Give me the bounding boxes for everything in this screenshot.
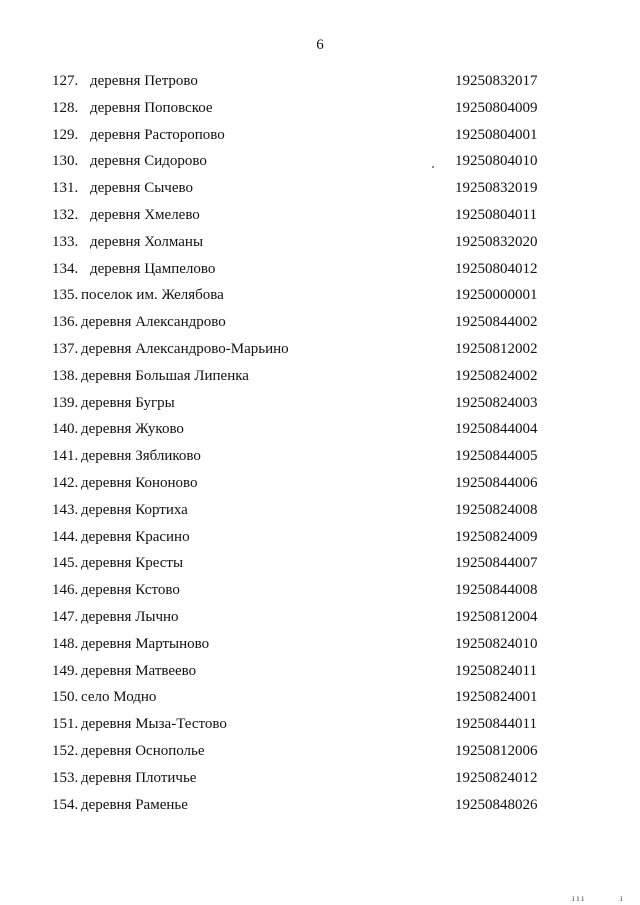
settlement-name: деревня Кортиха	[81, 501, 188, 518]
settlement-code: 19250824010	[455, 635, 538, 652]
settlement-code: 19250812006	[455, 742, 538, 759]
settlement-name: поселок им. Желябова	[81, 287, 224, 304]
list-item	[0, 367, 640, 394]
list-item	[0, 420, 640, 447]
settlement-list	[0, 72, 640, 822]
item-number: 147.	[52, 608, 79, 625]
settlement-name: деревня Мартыново	[81, 635, 210, 652]
list-item	[0, 688, 640, 715]
item-number: 127.	[52, 73, 79, 89]
settlement-code: 19250844007	[455, 555, 538, 572]
settlement-code: 19250812002	[455, 340, 538, 357]
list-item	[0, 581, 640, 608]
list-item	[0, 72, 640, 99]
settlement-code: 19250824012	[455, 769, 538, 786]
settlement-code: 19250812004	[455, 608, 538, 625]
settlement-code: 19250824009	[455, 528, 538, 545]
settlement-code: 19250824011	[455, 662, 537, 679]
settlement-name: деревня Петрово	[90, 73, 198, 89]
item-number: 148.	[52, 635, 79, 652]
settlement-name: деревня Матвеево	[81, 662, 197, 679]
settlement-name: деревня Кононово	[81, 474, 198, 491]
list-item	[0, 313, 640, 340]
list-item	[0, 474, 640, 501]
item-number: 135.	[52, 287, 79, 304]
list-item	[0, 742, 640, 769]
item-number: 154.	[52, 796, 79, 813]
settlement-code: 19250000001	[455, 287, 538, 304]
scan-artifact-dot	[432, 166, 434, 168]
list-item	[0, 260, 640, 287]
list-item	[0, 662, 640, 689]
scan-artifact-mark: ı ı ı	[572, 893, 585, 903]
item-number: 130.	[52, 153, 79, 170]
settlement-code: 19250824008	[455, 501, 538, 518]
settlement-name: деревня Большая Липенка	[81, 367, 249, 384]
settlement-name: деревня Александрово-Марьино	[81, 340, 289, 357]
list-item	[0, 340, 640, 367]
settlement-name: деревня Лычно	[81, 608, 179, 625]
list-item	[0, 501, 640, 528]
list-item	[0, 286, 640, 313]
settlement-code: 19250804010	[455, 153, 538, 170]
settlement-name: деревня Александрово	[81, 314, 226, 331]
list-item	[0, 608, 640, 635]
settlement-code: 19250844011	[455, 716, 537, 733]
settlement-code: 19250844002	[455, 314, 538, 331]
settlement-name: деревня Цампелово	[90, 260, 216, 277]
settlement-name: деревня Сычево	[90, 180, 193, 197]
settlement-code: 19250832017	[455, 73, 538, 89]
list-item	[0, 554, 640, 581]
list-item	[0, 152, 640, 179]
settlement-name: деревня Кстово	[81, 582, 180, 599]
item-number: 146.	[52, 582, 79, 599]
settlement-name: деревня Плотичье	[81, 769, 197, 786]
scan-artifact-mark: ı	[620, 893, 623, 903]
settlement-code: 19250804009	[455, 99, 538, 116]
list-item	[0, 528, 640, 555]
settlement-name: деревня Красино	[81, 528, 190, 545]
settlement-code: 19250844006	[455, 474, 538, 491]
list-item	[0, 179, 640, 206]
settlement-code: 19250848026	[455, 796, 538, 813]
item-number: 131.	[52, 180, 79, 197]
list-item	[0, 233, 640, 260]
list-item	[0, 769, 640, 796]
list-item	[0, 447, 640, 474]
item-number: 145.	[52, 555, 79, 572]
settlement-code: 19250824003	[455, 394, 538, 411]
list-item	[0, 126, 640, 153]
item-number: 151.	[52, 716, 79, 733]
item-number: 128.	[52, 99, 79, 116]
settlement-code: 19250832019	[455, 180, 538, 197]
settlement-name: деревня Хмелево	[90, 206, 200, 223]
item-number: 137.	[52, 340, 79, 357]
item-number: 142.	[52, 474, 79, 491]
item-number: 152.	[52, 742, 79, 759]
item-number: 132.	[52, 206, 79, 223]
item-number: 136.	[52, 314, 79, 331]
settlement-name: деревня Бугры	[81, 394, 175, 411]
item-number: 141.	[52, 448, 79, 465]
page-number: 6	[316, 37, 324, 53]
list-item	[0, 635, 640, 662]
list-item	[0, 796, 640, 823]
settlement-code: 19250804012	[455, 260, 538, 277]
settlement-code: 19250824002	[455, 367, 538, 384]
settlement-name: деревня Раменье	[81, 796, 188, 813]
settlement-name: деревня Кресты	[81, 555, 184, 572]
item-number: 144.	[52, 528, 79, 545]
item-number: 143.	[52, 501, 79, 518]
item-number: 139.	[52, 394, 79, 411]
item-number: 133.	[52, 233, 79, 250]
settlement-code: 19250844008	[455, 582, 538, 599]
settlement-code: 19250804001	[455, 126, 538, 143]
settlement-name: деревня Мыза-Тестово	[81, 716, 227, 733]
list-item	[0, 715, 640, 742]
settlement-code: 19250844005	[455, 448, 538, 465]
item-number: 149.	[52, 662, 79, 679]
list-item	[0, 394, 640, 421]
item-number: 153.	[52, 769, 79, 786]
settlement-name: деревня Холманы	[90, 233, 204, 250]
item-number: 150.	[52, 689, 79, 706]
item-number: 129.	[52, 126, 79, 143]
item-number: 140.	[52, 421, 79, 438]
settlement-name: село Модно	[81, 689, 157, 706]
settlement-name: деревня Сидорово	[90, 153, 207, 170]
settlement-code: 19250832020	[455, 233, 538, 250]
settlement-code: 19250844004	[455, 421, 538, 438]
settlement-name: деревня Жуково	[81, 421, 184, 438]
settlement-name: деревня Зябликово	[81, 448, 201, 465]
item-number: 138.	[52, 367, 79, 384]
settlement-code: 19250804011	[455, 206, 537, 223]
settlement-code: 19250824001	[455, 689, 538, 706]
item-number: 134.	[52, 260, 79, 277]
list-item	[0, 206, 640, 233]
settlement-name: деревня Растоpопово	[90, 126, 225, 143]
list-item	[0, 99, 640, 126]
settlement-name: деревня Поповское	[90, 99, 213, 116]
settlement-name: деревня Оснополье	[81, 742, 205, 759]
